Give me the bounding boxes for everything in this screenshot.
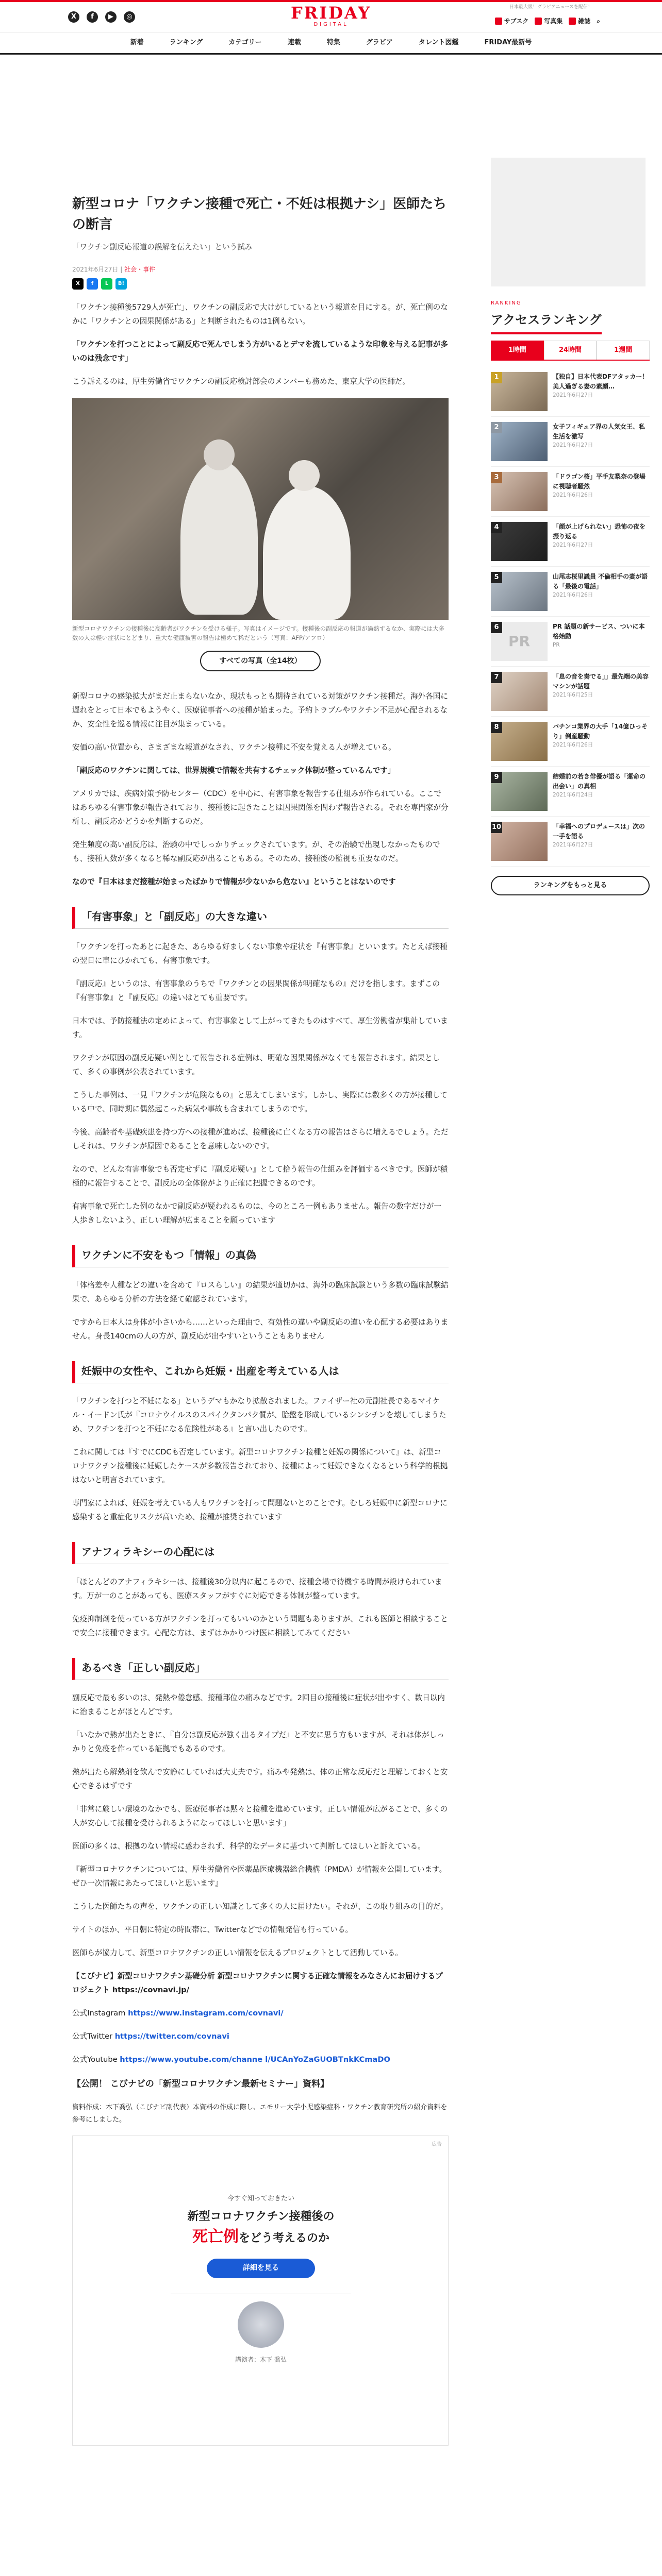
section-heading: ワクチンに不安をもつ「情報」の真偽	[72, 1245, 449, 1267]
rank-title: 山尾志桜里議員 不倫相手の妻が語る「最後の電話」	[553, 572, 648, 590]
instagram-link[interactable]: https://www.instagram.com/covnavi/	[128, 2008, 284, 2018]
rank-date: 2021年6月27日	[553, 392, 593, 399]
photobook-label: 写真集	[544, 18, 563, 25]
view-all-photos-button[interactable]: すべての写真（全14枚）	[200, 651, 321, 671]
tagline: 日本最大級！グラビアニュースを配信！	[509, 5, 592, 10]
body-paragraph: 発生頻度の高い副反応は、治験の中でしっかりチェックされています。が、その治験で出現しなかったものでも、接種人数が多くなると稀な副反応が出ることもある。そのため、接種後の監視も重要なのだ。	[72, 840, 440, 863]
rank-date: 2021年6月24日	[553, 792, 593, 799]
section-paragraph: 「いなかで熱が出たときに、『自分は副反応が強く出るタイプだ』と不安に思う方もいますが、それは体がしっかりと免疫を作っている証拠でもあるのです。	[72, 1730, 444, 1753]
rank-number: 1	[491, 372, 502, 383]
search-icon[interactable]: ⌕	[597, 18, 600, 25]
ranking-heading-en: RANKING	[491, 300, 522, 306]
body-paragraph: 新型コロナの感染拡大がまだ止まらないなか、現状もっとも期待されている対策がワクチン接種だ。海外各国に遅れをとって日本でもようやく、医療従事者への接種が始まった。予約トラブルやワクチン不足が心配されるなか、安全性を巡る情報に注目が集まっている。	[72, 692, 448, 729]
nav-category[interactable]: カテゴリー	[228, 38, 262, 46]
nav-new[interactable]: 新着	[130, 38, 144, 46]
official-link-row	[72, 2053, 449, 2067]
ad-label: 広告	[432, 2142, 442, 2148]
youtube-link-label: 公式Youtube	[72, 2055, 118, 2064]
rank-title: 「顔が上げられない」恐怖の夜を振り返る	[553, 522, 646, 540]
section-paragraph: サイトのほか、平日朝に特定の時間帯に、Twitterなどでの情報発信も行っている。	[72, 1925, 353, 1934]
rank-title: 【独自】日本代表DFアタッカー！美人過ぎる妻の素顔…	[553, 372, 649, 390]
intro-paragraph: 「ワクチンを打つことによって副反応で死んでしまう方がいるとデマを流しているような印象を与える記事が多いのは残念です」	[72, 340, 448, 363]
nav-gravure[interactable]: グラビア	[366, 38, 393, 46]
ranking-item[interactable]	[491, 567, 650, 617]
section-paragraph: 医師らが協力して、新型コロナワクチンの正しい情報を伝えるプロジェクトとして活動している。	[72, 1948, 403, 1957]
article-date: 2021年6月27日	[72, 265, 119, 273]
section-paragraph: 免疫抑制剤を使っている方がワクチンを打ってもいいのかという問題もありますが、これも医師と相談することで安全に接種できます。心配な方は、まずはかかりつけ医に相談してみてください	[72, 1614, 448, 1637]
ranking-item[interactable]	[491, 717, 650, 767]
article	[72, 75, 449, 2446]
site-header	[0, 2, 662, 32]
presenter-avatar	[238, 2301, 284, 2348]
share-buttons	[72, 278, 449, 290]
rank-number: 4	[491, 522, 502, 533]
section-paragraph: 「ほとんどのアナフィラキシーは、接種後30分以内に起こるので、接種会場で待機する時間が設けられています。万が一のことがあっても、医療スタッフがすぐに対応できる体制が整っています。	[72, 1577, 442, 1600]
sidebar	[491, 158, 650, 895]
ranking-item[interactable]	[491, 767, 650, 817]
section-paragraph: これに関しては『すでにCDCも否定しています。新型コロナワクチン接種と妊娠の関係について』は、新型コロナワクチン接種後に妊娠したケースが多数報告されており、接種によって妊娠できなくなるという科学的根拠はないと明言されています。	[72, 1447, 448, 1484]
share-hatena-icon[interactable]: B!	[115, 278, 127, 290]
official-link-row	[72, 2030, 449, 2044]
ad-detail-button[interactable]: 詳細を見る	[207, 2259, 315, 2278]
ad-headline-red: 死亡例	[192, 2228, 239, 2246]
rank-date: PR	[553, 642, 560, 649]
twitter-link[interactable]: https://twitter.com/covnavi	[114, 2031, 229, 2041]
ad-lead: 今すぐ知っておきたい	[227, 2195, 294, 2203]
rank-date: 2021年6月26日	[553, 592, 593, 599]
section-heading: アナフィラキシーの心配には	[72, 1542, 449, 1564]
photobook-icon	[535, 18, 542, 25]
x-icon[interactable]: X	[68, 11, 79, 23]
subscribe-link[interactable]	[495, 15, 529, 27]
youtube-link[interactable]: https://www.youtube.com/channe l/UCAnYoZaGUOBTnkKCmaDO	[120, 2055, 390, 2064]
body-paragraph: 「副反応のワクチンに関しては、世界規模で情報を共有するチェック体制が整っているんです」	[72, 766, 395, 775]
rank-date: 2021年6月27日	[553, 842, 593, 849]
ranking-item[interactable]	[491, 617, 650, 667]
body-paragraph: 安価の高い位置から、さまざまな報道がなされ、ワクチン接種に不安を覚える人が増えている。	[72, 743, 396, 752]
tab-1week[interactable]: 1週間	[597, 341, 650, 360]
photo-figure-patient	[263, 486, 351, 620]
section-paragraph: ワクチンが原因の副反応疑い例として報告される症例は、明確な因果関係がなくても報告されます。結果として、多くの事例が公表されています。	[72, 1054, 440, 1077]
rank-number: 5	[491, 572, 502, 583]
header-actions	[495, 15, 600, 27]
instagram-icon[interactable]: ◎	[124, 11, 135, 23]
rank-number: 2	[491, 422, 502, 433]
rank-number: 7	[491, 672, 502, 683]
section-paragraph: 医師の多くは、根拠のない情報に惑わされず、科学的なデータに基づいて判断してほしいと訴えている。	[72, 1841, 425, 1851]
article-meta: 2021年6月27日 | 社会・事件	[72, 265, 156, 273]
nav-talent[interactable]: タレント図鑑	[418, 38, 459, 46]
share-line-icon[interactable]: L	[101, 278, 112, 290]
section-paragraph: こうした事例は、一見『ワクチンが危険なもの』と思えてしまいます。しかし、実際には数多くの方が接種している中で、同時期に偶然起こった病気や事故も含まれてしまうのです。	[72, 1091, 448, 1114]
rank-title: PR 話題の新サービス、ついに本格始動	[553, 622, 645, 640]
instagram-link-label: 公式Instagram	[72, 2008, 126, 2018]
nav-series[interactable]: 連載	[287, 38, 301, 46]
rank-title: 「幸福へのプロデュースは」次の一手を語る	[553, 822, 646, 840]
section-heading: 「有害事象」と「副反応」の大きな違い	[72, 907, 449, 929]
ranking-heading	[491, 299, 650, 334]
section-paragraph: 【こびナビ】新型コロナワクチン基礎分析 新型コロナワクチンに関する正確な情報をみなさんにお届けするプロジェクト https://covnavi.jp/	[72, 1971, 443, 1994]
ranking-item[interactable]	[491, 667, 650, 717]
tab-1hour[interactable]: 1時間	[491, 341, 544, 360]
rank-title: パチンコ業界の大手「14億ひっそり」倒産騒動	[553, 722, 648, 740]
ad-headline-1: 新型コロナワクチン接種後の	[187, 2210, 335, 2224]
intro-paragraph: 「ワクチン接種後5729人が死亡」、ワクチンの副反応で大けがしているという報道を目にする。が、死亡例のなかに「ワクチンとの因果関係がある」と判断されたものは1例もない。	[72, 302, 448, 326]
ad-content	[171, 2193, 351, 2365]
rank-date: 2021年6月25日	[553, 692, 593, 699]
global-nav	[0, 32, 662, 55]
twitter-link-label: 公式Twitter	[72, 2031, 113, 2041]
photo-caption: 新型コロナワクチンの接種後に高齢者がワクチンを受ける様子。写真はイメージです。接種後の副反応の報道が過熱するなか、実際には大多数の人は軽い症状にとどまり、重大な健康被害の報告は極めて稀だという（写真：AFP/アフロ）	[72, 624, 445, 642]
logo-sub: DIGITAL	[313, 22, 349, 27]
body-paragraph: なので『日本はまだ接種が始まったばかりで情報が少ないから危ない』ということはないのです	[72, 877, 396, 887]
ranking-item[interactable]	[491, 417, 650, 467]
rank-date: 2021年6月26日	[553, 742, 593, 749]
intro-paragraph: こう訴えるのは、厚生労働省でワクチンの副反応検討部会のメンバーも務めた、東京大学の医師だ。	[72, 377, 410, 386]
rank-number: 9	[491, 772, 502, 783]
article-subtitle: 「ワクチン副反応報道の誤解を伝えたい」という試み	[72, 242, 253, 251]
article-title: 新型コロナ「ワクチン接種で死亡・不妊は根拠ナシ」医師たちの断言	[72, 196, 447, 233]
share-facebook-icon[interactable]: f	[87, 278, 98, 290]
magazine-link[interactable]	[569, 15, 590, 27]
magazine-icon	[569, 18, 576, 25]
section-heading: あるべき「正しい副反応」	[72, 1658, 449, 1680]
rank-date: 2021年6月26日	[553, 492, 593, 499]
section-paragraph: 「非常に厳しい環境のなかでも、医療従事者は黙々と接種を進めています。正しい情報が広がることで、多くの人が安心して接種を受けられるようになってほしいと思います」	[72, 1804, 448, 1827]
photo-figure-nurse	[180, 460, 258, 615]
rank-date: 2021年6月27日	[553, 542, 593, 549]
section-paragraph: 『新型コロナワクチンについては、厚生労働省や医薬品医療機器総合機構（PMDA）が情報を公開しています。ぜひ一次情報にあたってほしいと思います』	[72, 1865, 447, 1888]
article-photo[interactable]	[72, 398, 449, 620]
ranking-more-button[interactable]: ランキングをもっと見る	[491, 876, 650, 895]
nav-feature[interactable]: 特集	[326, 38, 340, 46]
youtube-icon[interactable]: ▶	[105, 11, 117, 23]
section-paragraph: 有害事象で死亡した例のなかで副反応が疑われるものは、今のところ一例もありません。報告の数字だけが一人歩きしないよう、正しい理解が広まることを願っています	[72, 1202, 441, 1225]
pr-thumbnail: PR	[491, 622, 548, 661]
rank-title: 「ドラゴン桜」平手友梨奈の登場に視聴者騒然	[553, 472, 646, 490]
body-paragraph: アメリカでは、疾病対策予防センター（CDC）を中心に、有害事象を報告する仕組みが作られている。ここではあらゆる有害事象が報告されており、接種後に起きたことは因果関係を問わず報告される。それを専門家が分析し、副反応かどうかを判断するのだ。	[72, 789, 449, 826]
seminar-text: 資料作成：木下喬弘（こびナビ副代表）本資料の作成に際し、エモリー大学小児感染症科・ワクチン教育研究所の紹介資料を参考にしました。	[72, 2103, 448, 2124]
rank-number: 6	[491, 622, 502, 633]
seminar-slide-ad[interactable]	[72, 2136, 449, 2446]
photo-head	[289, 460, 320, 491]
rank-date: 2021年6月27日	[553, 442, 593, 449]
ranking-item[interactable]	[491, 517, 650, 567]
section-paragraph: 「体格差や人種などの違いを含めて『ロスらしい』の結果が適切かは、海外の臨床試験という多数の臨床試験結果で、あらゆる分析の方法を経て確認されています。	[72, 1281, 449, 1304]
main-area	[0, 55, 662, 2576]
rank-title: 「息の音を奏でる」」最先端の美容マシンが話題	[553, 672, 649, 690]
ad-presenter: 講演者：木下 喬弘	[235, 2355, 287, 2363]
rank-number: 10	[491, 822, 502, 833]
section-paragraph: 副反応で最も多いのは、発熱や倦怠感、接種部位の痛みなどです。2回目の接種後に症状が出やすく、数日以内に治まることがほとんどです。	[72, 1693, 445, 1716]
ranking-item[interactable]	[491, 367, 650, 417]
magazine-label: 雑誌	[578, 18, 591, 25]
subscribe-icon	[495, 18, 502, 25]
ranking-item[interactable]	[491, 467, 650, 517]
logo-main: FRIDAY	[290, 3, 372, 23]
ranking-title: アクセスランキング	[491, 309, 602, 334]
section-paragraph: 日本では、予防接種法の定めによって、有害事象として上がってきたものはすべて、厚生労働省が集計しています。	[72, 1016, 448, 1040]
ranking-tabs	[491, 341, 650, 361]
facebook-icon[interactable]: f	[87, 11, 98, 23]
section-paragraph: 熱が出たら解熱剤を飲んで安静にしていれば大丈夫です。痛みや発熱は、体の正常な反応だと理解しておくと安心できるはずです	[72, 1767, 448, 1790]
nav-ranking[interactable]: ランキング	[169, 38, 203, 46]
photo-head	[204, 439, 235, 470]
section-paragraph: 「ワクチンを打つと不妊になる」というデマもかなり拡散されました。ファイザー社の元副社長であるマイケル・イードン氏が『コロナウイルスのスパイクタンパク質が、胎盤を形成しているシンシチンを壊してしまうため、ワクチンを打つと不妊になる危険性がある』と言い出したのです。	[72, 1396, 446, 1433]
rank-title: 結婚前の若き俳優が語る「運命の出会い」の真相	[553, 772, 646, 790]
section-paragraph: なので、どんな有害事象でも否定せずに『副反応疑い』として拾う報告の仕組みを評価するべきです。医師が積極的に報告することで、副反応の全体像がより正確に把握できるのです。	[72, 1165, 448, 1188]
official-link-row	[72, 2007, 449, 2021]
section-paragraph: 『副反応』というのは、有害事象のうちで『ワクチンとの因果関係が明確なもの』だけを指します。まずこの『有害事象』と『副反応』の違いはとても重要です。	[72, 979, 440, 1003]
photobook-link[interactable]	[535, 15, 562, 27]
nav-latest-issue[interactable]: FRIDAY最新号	[484, 38, 532, 46]
section-paragraph: 「ワクチンを打ったあとに起きた、あらゆる好ましくない事象や症状を『有害事象』といいます。たとえば接種の翌日に車にひかれても、有害事象です。	[72, 942, 448, 965]
sidebar-ad-slot[interactable]	[491, 158, 646, 286]
section-paragraph: 今後、高齢者や基礎疾患を持つ方への接種が進めば、接種後に亡くなる方の報告はさらに増えるでしょう。ただしそれは、ワクチンが原因であることを意味しないのです。	[72, 1128, 449, 1151]
section-paragraph: ですから日本人は身体が小さいから……といった理由で、有効性の違いや副反応の違いを心配する必要はありません。身長140cmの人の方が、副反応が出やすいということもありません	[72, 1318, 449, 1341]
ad-headline	[171, 2208, 351, 2248]
ad-headline-2: をどう考えるのか	[238, 2232, 329, 2245]
section-paragraph: こうした医師たちの声を、ワクチンの正しい知識として多くの人に届けたい。それが、この取り組みの目的だ。	[72, 1902, 448, 1911]
section-paragraph: 専門家によれば、妊娠を考えている人もワクチンを打って問題ないとのことです。むしろ妊娠中に新型コロナに感染すると重症化リスクが高いため、接種が推奨されています	[72, 1498, 448, 1521]
tab-24hours[interactable]: 24時間	[544, 341, 597, 360]
article-category[interactable]: 社会・事件	[124, 265, 156, 273]
rank-title: 女子フィギュア界の人気女王、私生活を激写	[553, 422, 646, 440]
seminar-title: 【公開！ こびナビの「新型コロナワクチン最新セミナー」資料】	[72, 2078, 329, 2089]
share-x-icon[interactable]: X	[72, 278, 84, 290]
rank-number: 3	[491, 472, 502, 483]
section-heading: 妊娠中の女性や、これから妊娠・出産を考えている人は	[72, 1361, 449, 1383]
rank-number: 8	[491, 722, 502, 733]
ranking-item[interactable]	[491, 817, 650, 867]
subscribe-label: サブスク	[504, 18, 529, 25]
